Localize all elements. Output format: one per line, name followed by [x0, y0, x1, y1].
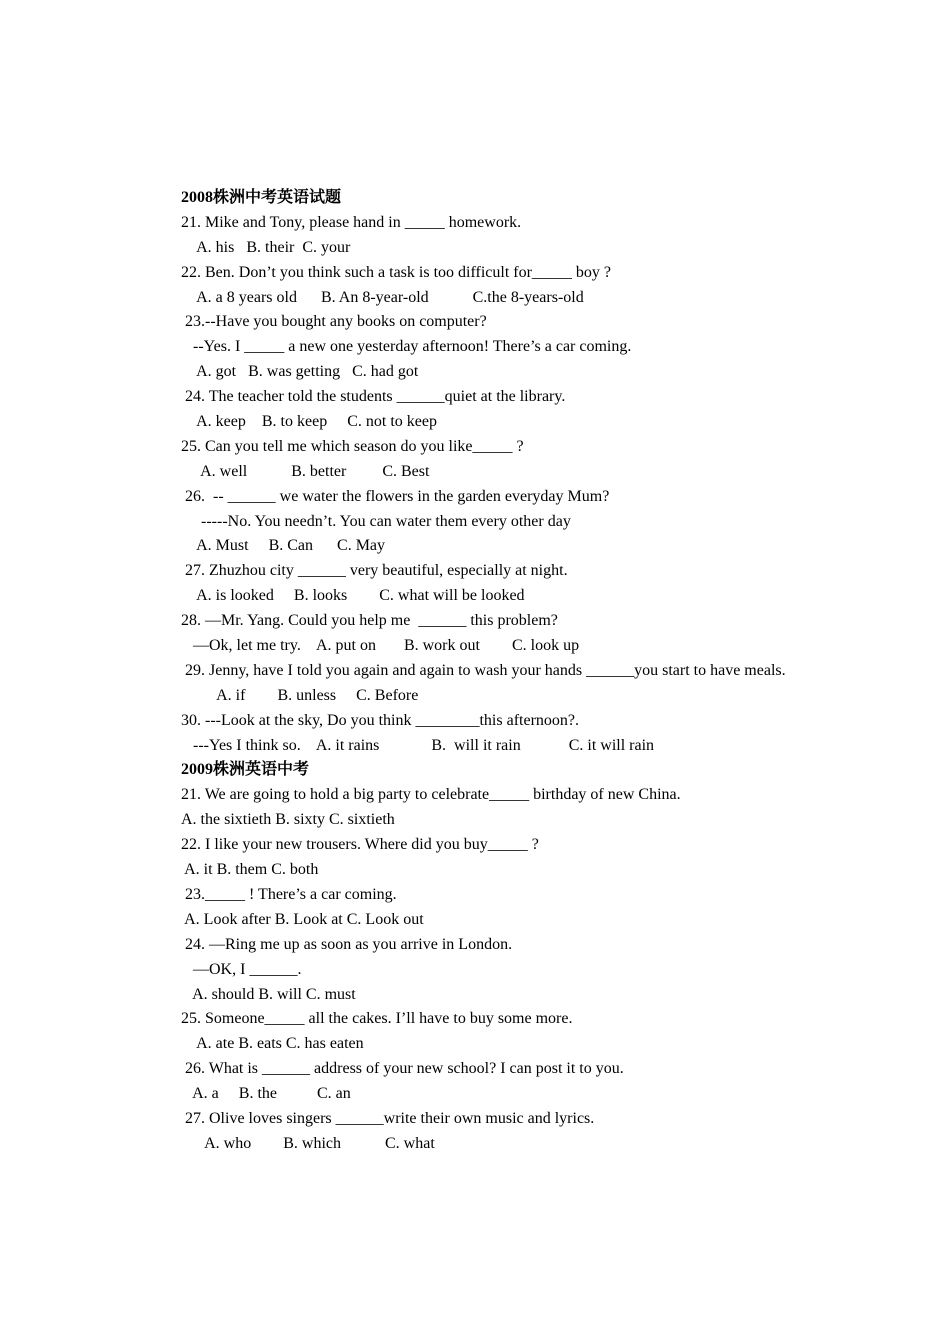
section-title-2009: 2009株洲英语中考: [181, 761, 310, 779]
text-line: A. a B. the C. an: [181, 1085, 351, 1103]
text-line: —Ok, let me try. A. put on B. work out C. look up: [181, 637, 580, 655]
text-line: 25. Can you tell me which season do you like_____ ?: [181, 437, 524, 455]
text-line: A. ate B. eats C. has eaten: [181, 1035, 364, 1053]
text-line: A. well B. better C. Best: [181, 462, 430, 480]
text-line: A. should B. will C. must: [181, 985, 356, 1003]
text-line: A. who B. which C. what: [181, 1134, 435, 1152]
text-line: A. Look after B. Look at C. Look out: [181, 910, 424, 928]
text-line: 25. Someone_____ all the cakes. I’ll have to buy some more.: [181, 1010, 573, 1028]
text-line: 28. —Mr. Yang. Could you help me ______ this problem?: [181, 612, 558, 630]
text-line: 22. Ben. Don’t you think such a task is too difficult for_____ boy ?: [181, 263, 612, 281]
text-line: 22. I like your new trousers. Where did you buy_____ ?: [181, 836, 539, 854]
text-line: 24. —Ring me up as soon as you arrive in London.: [181, 935, 513, 953]
text-line: 23._____ ! There’s a car coming.: [181, 885, 397, 903]
text-line: 26. -- ______ we water the flowers in the garden everyday Mum?: [181, 487, 610, 505]
section-title-2008: 2008株洲中考英语试题: [181, 189, 342, 206]
text-line: 21. We are going to hold a big party to celebrate_____ birthday of new China.: [181, 786, 681, 804]
text-line: 29. Jenny, have I told you again and again to wash your hands ______you start to have meals.: [181, 661, 786, 679]
text-line: ---Yes I think so. A. it rains B. will it rain C. it will rain: [181, 736, 655, 754]
text-line: A. a 8 years old B. An 8-year-old C.the 8-years-old: [181, 288, 584, 306]
text-line: 30. ---Look at the sky, Do you think ________this afternoon?.: [181, 711, 580, 729]
text-line: 27. Zhuzhou city ______ very beautiful, especially at night.: [181, 562, 568, 580]
text-line: 23.--Have you bought any books on computer?: [181, 313, 487, 331]
text-line: A. his B. their C. your: [181, 238, 351, 256]
text-line: A. it B. them C. both: [181, 861, 319, 879]
text-line: 24. The teacher told the students ______quiet at the library.: [181, 388, 566, 406]
document-page: [181, 186, 881, 1157]
text-line: A. is looked B. looks C. what will be looked: [181, 587, 525, 605]
text-line: A. got B. was getting C. had got: [181, 363, 419, 381]
text-line: A. keep B. to keep C. not to keep: [181, 413, 437, 431]
text-line: -----No. You needn’t. You can water them every other day: [181, 512, 571, 530]
text-line: —OK, I ______.: [181, 960, 302, 978]
text-line: A. Must B. Can C. May: [181, 537, 386, 555]
text-line: --Yes. I _____ a new one yesterday afternoon! There’s a car coming.: [181, 338, 632, 356]
text-line: 27. Olive loves singers ______write their own music and lyrics.: [181, 1109, 595, 1127]
text-line: 26. What is ______ address of your new school? I can post it to you.: [181, 1060, 624, 1078]
text-line: A. if B. unless C. Before: [181, 686, 419, 704]
text-line: 21. Mike and Tony, please hand in _____ homework.: [181, 213, 522, 231]
text-line: A. the sixtieth B. sixty C. sixtieth: [181, 811, 395, 829]
